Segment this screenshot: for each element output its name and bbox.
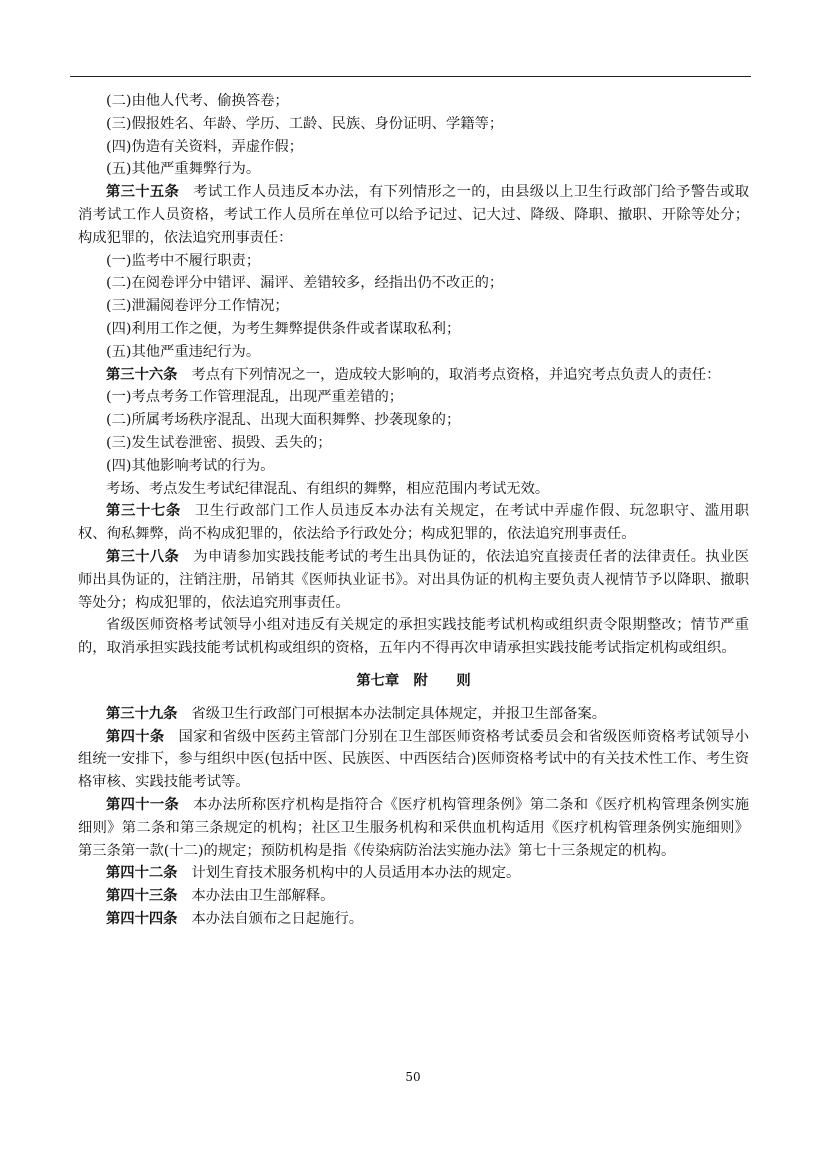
article-paragraph (78, 885, 749, 908)
paragraph-text: (五)其他严重舞弊行为。 (106, 161, 261, 178)
article-number: 第四十三条 (106, 888, 178, 905)
page-number: 50 (405, 1070, 421, 1084)
article-number: 第四十条 (106, 728, 165, 745)
article-paragraph (78, 703, 749, 726)
paragraph-text: (二)在阅卷评分中错评、漏评、差错较多，经指出仍不改正的； (106, 275, 504, 292)
paragraph-text: (三)泄漏阅卷评分工作情况； (106, 298, 289, 315)
article-number: 第三十八条 (106, 548, 180, 565)
article-number: 第三十六条 (106, 366, 178, 383)
document-body (78, 90, 749, 931)
paragraph (78, 455, 749, 478)
header-rule (70, 76, 751, 77)
paragraph (78, 386, 749, 409)
paragraph (78, 409, 749, 432)
article-paragraph (78, 364, 749, 387)
paragraph-text: (二)由他人代考、偷换答卷； (106, 93, 289, 109)
paragraph-text: (一)考点考务工作管理混乱，出现严重差错的； (106, 389, 404, 406)
paragraph-text: 考场、考点发生考试纪律混乱、有组织的舞弊，相应范围内考试无效。 (106, 480, 550, 497)
article-paragraph (78, 500, 749, 546)
article-paragraph (78, 794, 749, 862)
paragraph (78, 432, 749, 455)
paragraph (78, 295, 749, 318)
article-paragraph (78, 181, 749, 249)
article-paragraph (78, 726, 749, 794)
article-number: 第四十四条 (106, 910, 178, 927)
paragraph-text: 计划生育技术服务机构中的人员适用本办法的规定。 (191, 865, 521, 882)
paragraph-text: 考试工作人员违反本办法，有下列情形之一的，由县级以上卫生行政部门给予警告或取消考试工作人员资格，考试工作人员所在单位可以给予记过、记大过、降级、降职、撤职、开除等处分；构成犯罪的，依法追究刑事责任： (78, 184, 750, 246)
paragraph-text: (三)假报姓名、年龄、学历、工龄、民族、身份证明、学籍等； (106, 115, 504, 132)
paragraph-text: 省级卫生行政部门可根据本办法制定具体规定，并报卫生部备案。 (191, 705, 607, 722)
paragraph (78, 90, 749, 113)
paragraph (78, 272, 749, 295)
paragraph-text: (四)伪造有关资料，弄虚作假； (106, 138, 304, 155)
paragraph-text: 本办法由卫生部解释。 (191, 888, 335, 905)
paragraph-text: 考点有下列情况之一，造成较大影响的，取消考点资格，并追究考点负责人的责任： (191, 366, 721, 383)
paragraph-text: (一)监考中不履行职责； (106, 252, 261, 269)
paragraph (78, 113, 749, 136)
paragraph-text: 为申请参加实践技能考试的考生出具伪证的，依法追究直接责任者的法律责任。执业医师出具伪证的，注销注册，吊销其《医师执业证书》。对出具伪证的机构主要负责人视情节予以降职、撤职等处分；构成犯罪的，依法追究刑事责任。 (78, 548, 750, 611)
paragraph (78, 341, 749, 364)
paragraph-text: (五)其他严重违纪行为。 (106, 343, 261, 360)
section-articles-39-44 (78, 703, 749, 931)
paragraph-text: 国家和省级中医药主管部门分别在卫生部医师资格考试委员会和省级医师资格考试领导小组统一安排下，参与组织中医(包括中医、民族医、中西医结合)医师资格考试中的有关技术性工作、考生资格审核、实践技能考试等。 (78, 728, 749, 791)
paragraph-text: (二)所属考场秩序混乱、出现大面积舞弊、抄袭现象的； (106, 412, 461, 429)
paragraph-text: 卫生行政部门工作人员违反本办法有关规定，在考试中弄虚作假、玩忽职守、滥用职权、徇私舞弊，尚不构成犯罪的，依法给予行政处分；构成犯罪的，依法追究刑事责任。 (78, 503, 750, 543)
paragraph-text: (四)利用工作之便，为考生舞弊提供条件或者谋取私利； (106, 320, 461, 337)
article-number: 第三十七条 (106, 503, 181, 520)
article-number: 第四十二条 (106, 865, 178, 882)
paragraph-text: 本办法自颁布之日起施行。 (191, 910, 364, 927)
paragraph (78, 250, 749, 273)
paragraph (78, 136, 749, 159)
paragraph-text: (四)其他影响考试的行为。 (106, 457, 275, 474)
paragraph-text: 省级医师资格考试领导小组对违反有关规定的承担实践技能考试机构或组织责令限期整改；情节严重的，取消承担实践技能考试机构或组织的资格，五年内不得再次申请承担实践技能考试指定机构或组织。 (78, 617, 749, 657)
article-paragraph (78, 546, 749, 614)
paragraph-text: (三)发生试卷泄密、损毁、丢失的； (106, 434, 332, 451)
paragraph (78, 614, 749, 660)
section-articles-35-38 (78, 90, 749, 660)
article-paragraph (78, 908, 749, 931)
article-number: 第三十五条 (106, 184, 180, 201)
article-paragraph (78, 862, 749, 885)
paragraph-text: 本办法所称医疗机构是指符合《医疗机构管理条例》第二条和《医疗机构管理条例实施细则》第二条和第三条规定的机构；社区卫生服务机构和采供血机构适用《医疗机构管理条例实施细则》第三条第一款(十二)的规定；预防机构是指《传染病防治法实施办法》第七十三条规定的机构。 (78, 796, 750, 859)
chapter-heading: 第七章 附 则 (356, 672, 471, 689)
paragraph (78, 318, 749, 341)
article-number: 第三十九条 (106, 705, 178, 722)
article-number: 第四十一条 (106, 796, 180, 813)
paragraph (78, 158, 749, 181)
paragraph (78, 478, 749, 501)
